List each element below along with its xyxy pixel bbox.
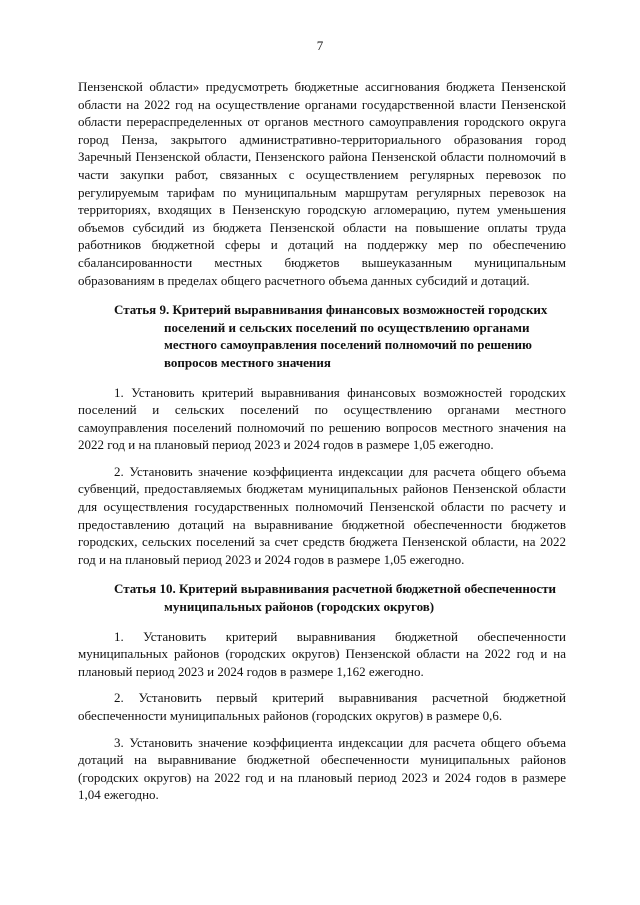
article-9-heading-rest: поселений и сельских поселений по осуществлению органами местного самоуправления поселений полномочий по решению вопросов местного значения xyxy=(164,319,532,370)
article-9-heading xyxy=(78,301,566,371)
intro-paragraph: Пензенской области» предусмотреть бюджетные ассигнования бюджета Пензенской области на 2022 год на осуществление органами государственной власти Пензенской области перераспределенных от органов местного самоуправления городского округа город Пенза, закрытого административно-территориального образования город Заречный Пензенской области, Пензенского района Пензенской области полномочий в части закупки работ, связанных с осуществлением регулярных перевозок по регулируемым тарифам по муниципальным маршрутам регулярных перевозок на территориях, входящих в Пензенскую городскую агломерацию, путем уменьшения объемов субсидий из бюджета Пензенской области на повышение оплаты труда работников бюджетной сферы и дотаций на поддержку мер по обеспечению сбалансированности местных бюджетов вышеуказанным муниципальным образованиям в пределах общего расчетного объема данных субсидий и дотаций. xyxy=(78,79,566,288)
article-9-paragraph-1: 1. Установить критерий выравнивания финансовых возможностей городских поселений и сельских поселений по осуществлению органами местного самоуправления поселений полномочий по решению вопросов местного значения на 2022 год и на плановый период 2023 и 2024 годов в размере 1,05 ежегодно. xyxy=(78,384,566,453)
document-body xyxy=(78,78,566,804)
article-9-heading-line1: Статья 9. Критерий выравнивания финансовых возможностей городских xyxy=(114,302,548,318)
article-10-paragraph-3: 3. Установить значение коэффициента индексации для расчета общего объема дотаций на выравнивание бюджетной обеспеченности муниципальных районов (городских округов) на 2022 год и на плановый период 2023 и 2024 годов в размере 1,04 ежегодно. xyxy=(78,734,566,803)
article-10-heading xyxy=(78,580,566,615)
article-10-heading-line1: Статья 10. Критерий выравнивания расчетной бюджетной обеспеченности xyxy=(114,581,556,597)
article-10-heading-rest: муниципальных районов (городских округов) xyxy=(164,599,435,615)
article-10-paragraph-1: 1. Установить критерий выравнивания бюджетной обеспеченности муниципальных районов (городских округов) Пензенской области на 2022 год и на плановый период 2023 и 2024 годов в размере 1,162 ежегодно. xyxy=(78,628,566,679)
article-10-paragraph-2: 2. Установить первый критерий выравнивания расчетной бюджетной обеспеченности муниципальных районов (городских округов) в размере 0,6. xyxy=(78,690,566,723)
page-number: 7 xyxy=(316,38,324,53)
article-9-paragraph-2: 2. Установить значение коэффициента индексации для расчета общего объема субвенций, предоставляемых бюджетам муниципальных районов Пензенской области для осуществления государственных полномочий Пензенской области по расчету и предоставлению дотаций на выравнивание бюджетной обеспеченности бюджетов городских, сельских поселений за счет средств бюджета Пензенской области, на 2022 год и на плановый период 2023 и 2024 годов в размере 1,05 ежегодно. xyxy=(78,463,566,567)
